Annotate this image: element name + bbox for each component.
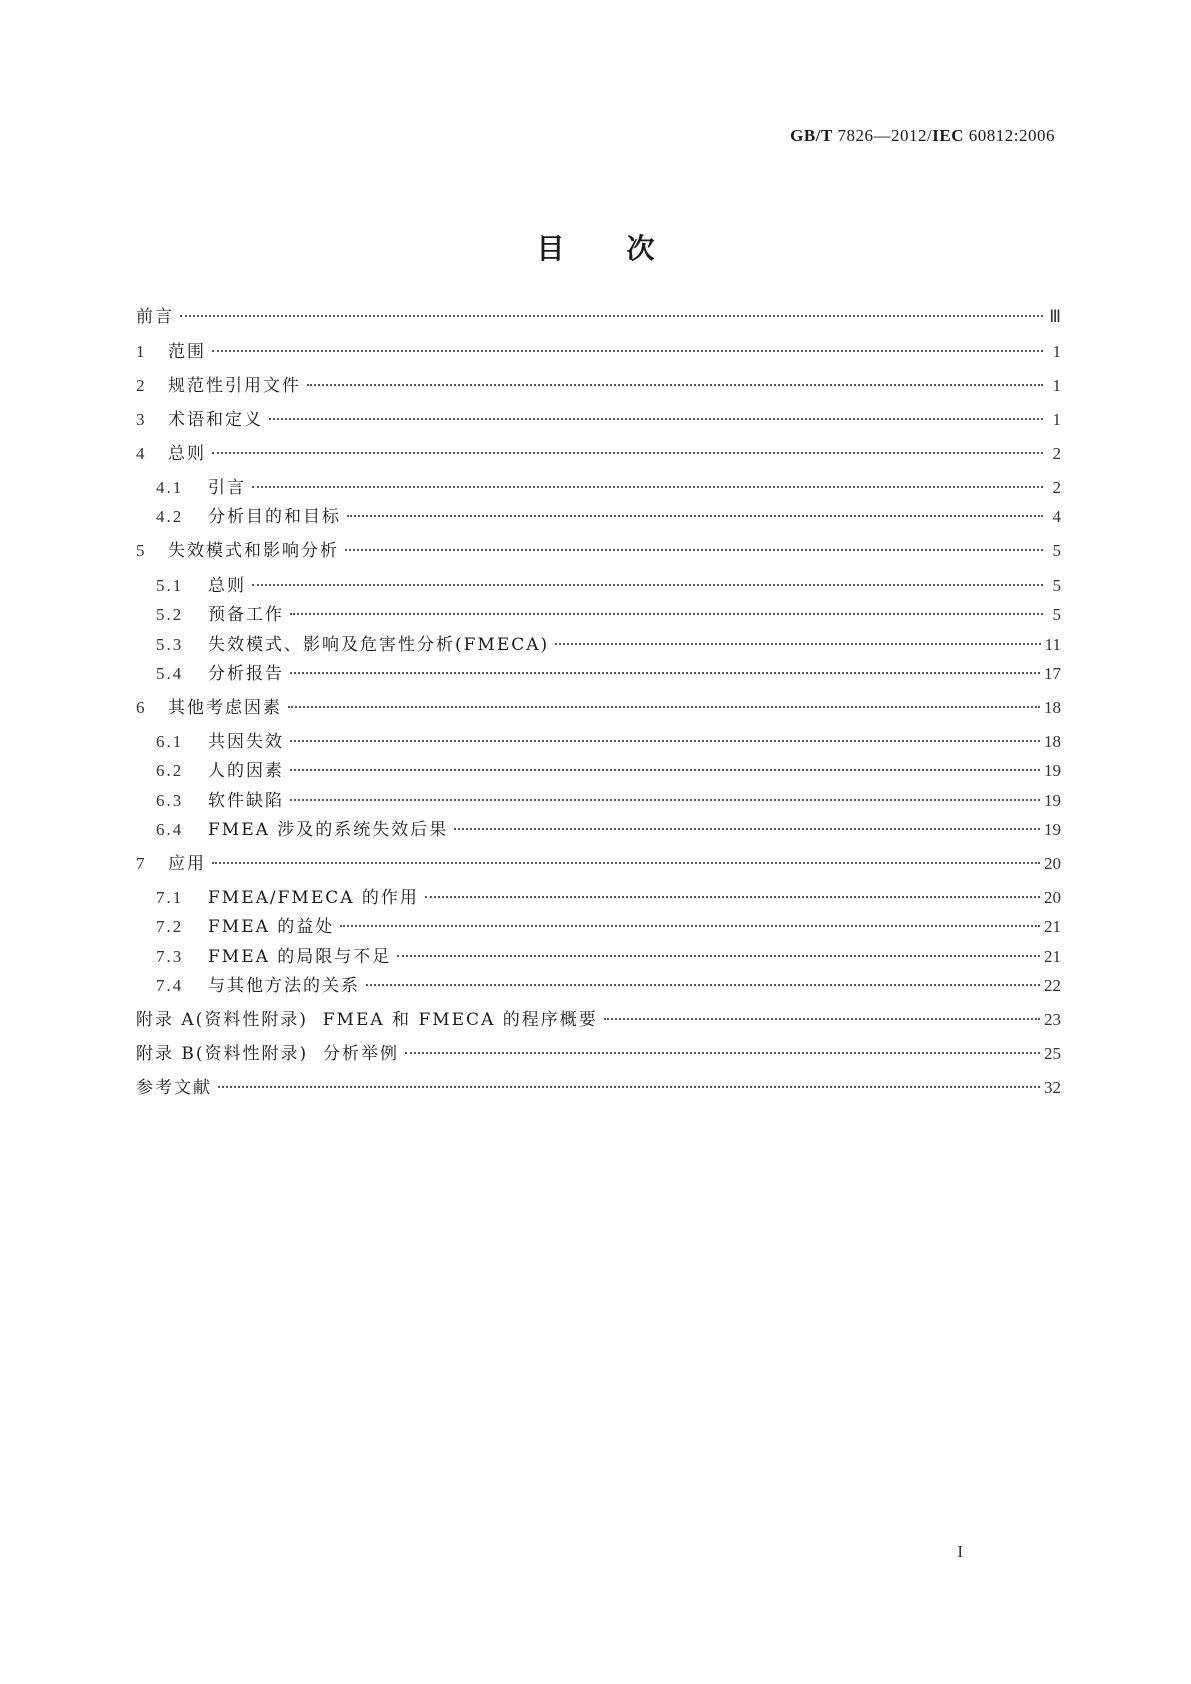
toc-entry-label: 人的因素 xyxy=(208,761,284,781)
toc-subentry[interactable] xyxy=(156,886,1061,910)
dot-leader xyxy=(347,515,1043,517)
toc-subentry[interactable] xyxy=(156,974,1061,998)
toc-entry[interactable] xyxy=(136,696,1061,720)
toc-entry-label: 应用 xyxy=(168,854,206,874)
toc-entry-label: FMEA 的局限与不足 xyxy=(208,947,392,967)
toc-entry[interactable] xyxy=(136,1008,1061,1032)
toc-entry[interactable] xyxy=(136,539,1061,563)
toc-entry-number: 6.3 xyxy=(156,791,184,810)
toc-subentry[interactable] xyxy=(156,505,1061,529)
standard-code-iec: IEC xyxy=(932,126,965,145)
dot-leader xyxy=(212,862,1040,864)
toc-entry-page: 32 xyxy=(1044,1078,1061,1097)
dot-leader xyxy=(212,452,1043,454)
dot-leader xyxy=(269,418,1043,420)
toc-entry-number: 2 xyxy=(136,376,145,395)
toc-entry[interactable] xyxy=(136,340,1061,364)
toc-entry[interactable] xyxy=(136,1076,1061,1100)
dot-leader xyxy=(307,384,1043,386)
toc-entry-page: 20 xyxy=(1044,854,1061,873)
toc-entry[interactable] xyxy=(136,442,1061,466)
standard-code-gbt: GB/T xyxy=(790,126,833,145)
dot-leader xyxy=(345,549,1043,551)
standard-code-number: 7826—2012/ xyxy=(832,126,933,145)
toc-entry-label: 总则 xyxy=(208,576,246,596)
toc-entry-label: 引言 xyxy=(208,478,246,498)
toc-entry-number: 7.4 xyxy=(156,976,184,995)
toc-entry-label: 共因失效 xyxy=(208,732,284,752)
toc-subentry[interactable] xyxy=(156,730,1061,754)
toc-entry-label: 分析报告 xyxy=(208,664,284,684)
toc-entry-page: 22 xyxy=(1044,976,1061,995)
dot-leader xyxy=(180,315,1043,317)
toc-subentry[interactable] xyxy=(156,476,1061,500)
toc-entry-page: 17 xyxy=(1044,664,1061,683)
toc-entry-number: 4.2 xyxy=(156,507,184,526)
toc-entry-page: 5 xyxy=(1052,576,1061,595)
toc-entry-number: 6 xyxy=(136,698,145,717)
toc-subentry[interactable] xyxy=(156,945,1061,969)
toc-subentry[interactable] xyxy=(156,574,1061,598)
toc-entry-number: 7.2 xyxy=(156,917,184,936)
toc-entry-number: 6.2 xyxy=(156,761,184,780)
toc-entry-page: 1 xyxy=(1052,342,1061,361)
toc-entry-page: 25 xyxy=(1044,1044,1061,1063)
title-char-2: 次 xyxy=(626,232,655,265)
toc-entry-number: 5.1 xyxy=(156,576,184,595)
toc-entry-page: 1 xyxy=(1052,376,1061,395)
toc-entry-page: 19 xyxy=(1044,820,1061,839)
toc-entry-label: 与其他方法的关系 xyxy=(208,976,360,996)
toc-entry-number: 7.1 xyxy=(156,888,184,907)
toc-subentry[interactable] xyxy=(156,759,1061,783)
dot-leader xyxy=(290,672,1040,674)
dot-leader xyxy=(604,1018,1040,1020)
dot-leader xyxy=(454,828,1040,830)
dot-leader xyxy=(366,984,1040,986)
toc-entry-page: 5 xyxy=(1052,605,1061,624)
toc-entry-number: 5 xyxy=(136,541,145,560)
toc-entry-page: 4 xyxy=(1052,507,1061,526)
dot-leader xyxy=(425,896,1040,898)
dot-leader xyxy=(290,613,1043,615)
toc-entry-number: 5.3 xyxy=(156,635,184,654)
toc-entry-label: 预备工作 xyxy=(208,605,284,625)
toc-entry-label: 术语和定义 xyxy=(168,410,263,430)
toc-subentry[interactable] xyxy=(156,915,1061,939)
toc-entry-label: 规范性引用文件 xyxy=(168,376,301,396)
toc-entry-page: 21 xyxy=(1044,917,1061,936)
toc-entry-page: 18 xyxy=(1044,698,1061,717)
toc-entry-label: 失效模式、影响及危害性分析(FMECA) xyxy=(208,635,550,655)
toc-entry-page: 2 xyxy=(1052,444,1061,463)
toc-entry-page: 11 xyxy=(1044,635,1061,654)
dot-leader xyxy=(397,955,1040,957)
toc-entry-label: 附录 A(资料性附录) FMEA 和 FMECA 的程序概要 xyxy=(136,1010,598,1030)
page-number: I xyxy=(957,1542,963,1561)
toc-entry[interactable] xyxy=(136,305,1061,329)
toc-entry-label: FMEA 涉及的系统失效后果 xyxy=(208,820,449,840)
toc-entry[interactable] xyxy=(136,408,1061,432)
table-of-contents xyxy=(136,0,1061,1684)
dot-leader xyxy=(212,350,1043,352)
standard-code-iec-number: 60812:2006 xyxy=(964,126,1055,145)
dot-leader xyxy=(252,584,1043,586)
toc-entry-page: 2 xyxy=(1052,478,1061,497)
toc-entry-number: 7.3 xyxy=(156,947,184,966)
toc-entry-label: 总则 xyxy=(168,444,206,464)
toc-entry[interactable] xyxy=(136,852,1061,876)
toc-entry-page: 19 xyxy=(1044,761,1061,780)
toc-entry-label: 范围 xyxy=(168,342,206,362)
toc-entry-page: 19 xyxy=(1044,791,1061,810)
toc-entry-number: 5.4 xyxy=(156,664,184,683)
toc-subentry[interactable] xyxy=(156,633,1061,657)
title-char-1: 目 xyxy=(536,232,565,265)
toc-subentry[interactable] xyxy=(156,818,1061,842)
toc-subentry[interactable] xyxy=(156,603,1061,627)
toc-entry[interactable] xyxy=(136,374,1061,398)
toc-entry-page: 18 xyxy=(1044,732,1061,751)
dot-leader xyxy=(405,1052,1040,1054)
toc-entry-page: 21 xyxy=(1044,947,1061,966)
toc-entry-number: 1 xyxy=(136,342,145,361)
toc-entry-number: 4 xyxy=(136,444,145,463)
toc-entry-label: 附录 B(资料性附录) 分析举例 xyxy=(136,1044,399,1064)
toc-entry-label: 参考文献 xyxy=(136,1078,212,1098)
toc-entry-number: 7 xyxy=(136,854,145,873)
dot-leader xyxy=(288,706,1040,708)
dot-leader xyxy=(290,740,1040,742)
toc-entry-label: 其他考虑因素 xyxy=(168,698,282,718)
toc-entry-label: 失效模式和影响分析 xyxy=(168,541,339,561)
toc-entry[interactable] xyxy=(136,1042,1061,1066)
toc-entry-label: 前言 xyxy=(136,307,174,327)
toc-entry-page: 20 xyxy=(1044,888,1061,907)
toc-entry-label: FMEA 的益处 xyxy=(208,917,335,937)
toc-entry-page: 1 xyxy=(1052,410,1061,429)
toc-entry-label: 软件缺陷 xyxy=(208,791,284,811)
toc-entry-page: 5 xyxy=(1052,541,1061,560)
toc-entry-number: 3 xyxy=(136,410,145,429)
dot-leader xyxy=(290,769,1040,771)
toc-entry-number: 6.1 xyxy=(156,732,184,751)
dot-leader xyxy=(340,925,1040,927)
toc-entry-number: 4.1 xyxy=(156,478,184,497)
toc-subentry[interactable] xyxy=(156,789,1061,813)
dot-leader xyxy=(290,799,1040,801)
dot-leader xyxy=(252,486,1043,488)
toc-entry-page: Ⅲ xyxy=(1049,307,1061,326)
toc-subentry[interactable] xyxy=(156,662,1061,686)
toc-entry-label: 分析目的和目标 xyxy=(208,507,341,527)
toc-entry-number: 6.4 xyxy=(156,820,184,839)
dot-leader xyxy=(555,643,1040,645)
toc-entry-page: 23 xyxy=(1044,1010,1061,1029)
dot-leader xyxy=(218,1086,1040,1088)
toc-entry-number: 5.2 xyxy=(156,605,184,624)
toc-entry-label: FMEA/FMECA 的作用 xyxy=(208,888,419,908)
